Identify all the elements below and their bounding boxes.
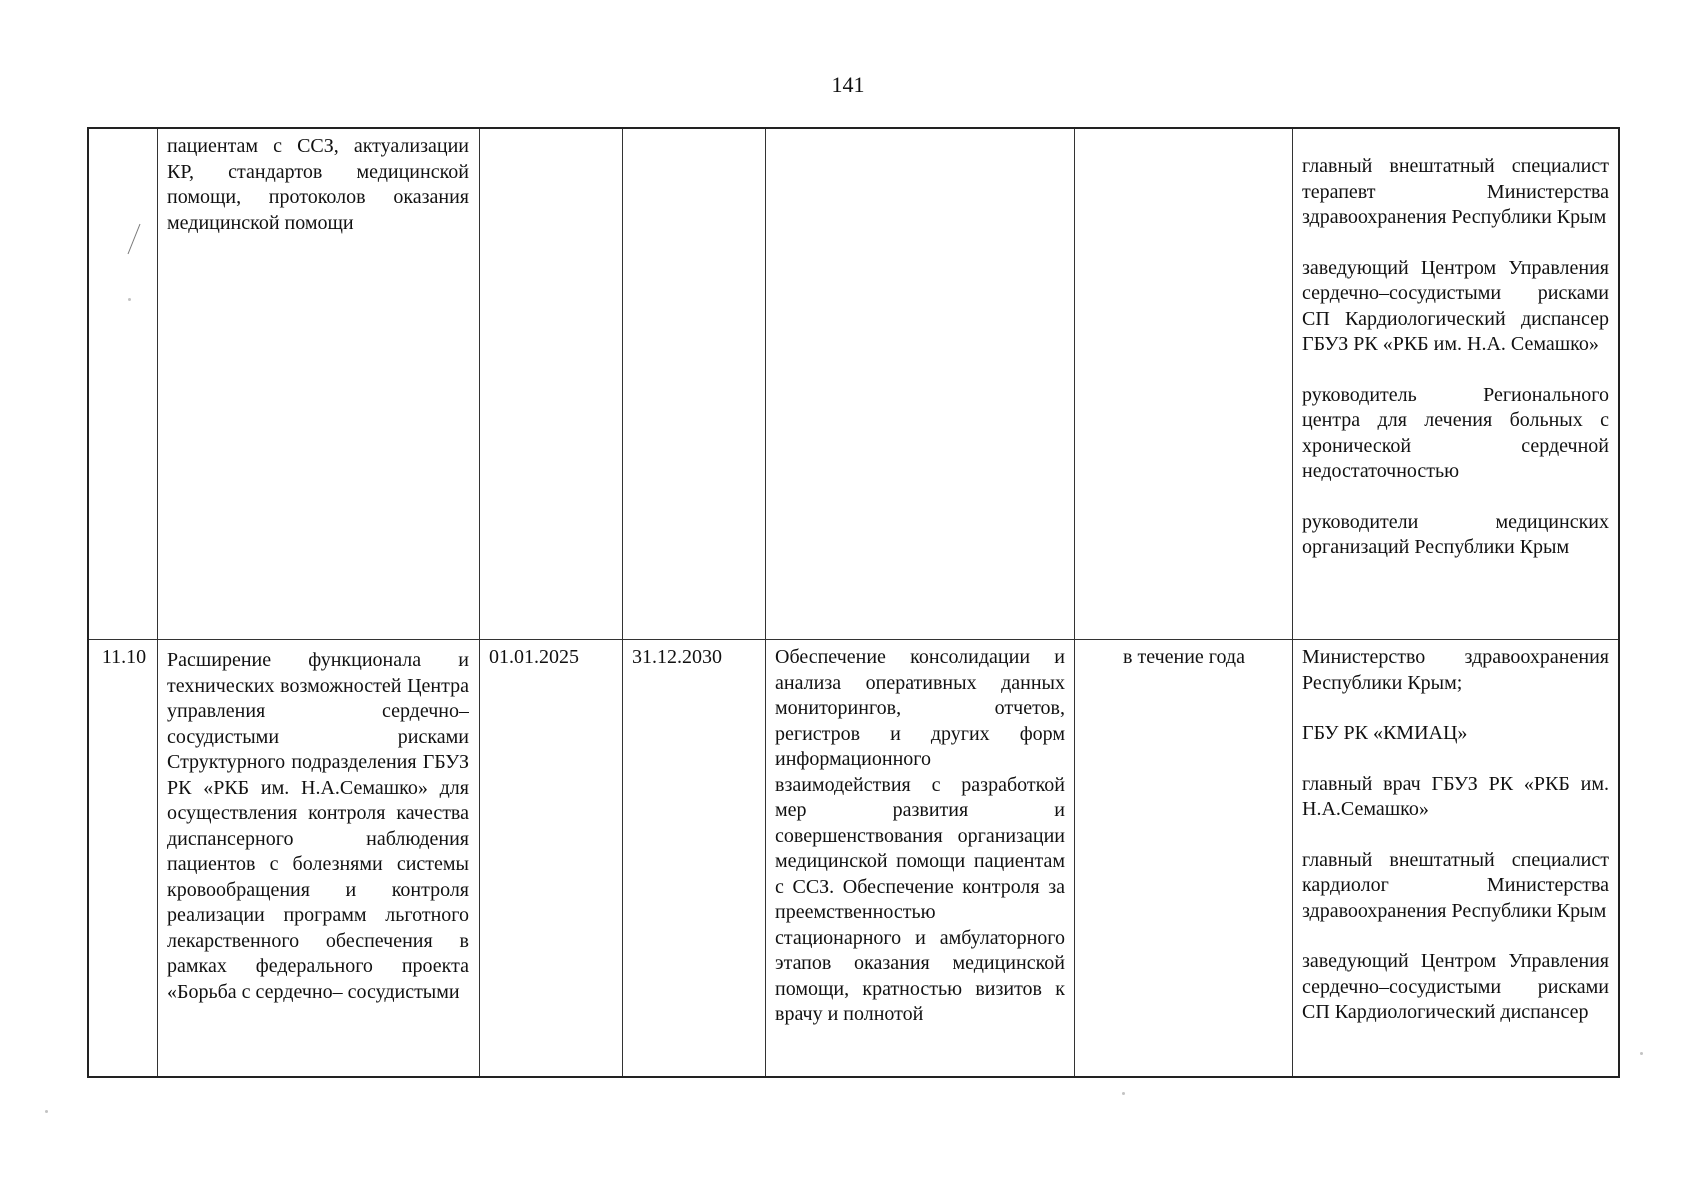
row2-number: 11.10 xyxy=(101,646,147,668)
row2-event: Расширение функционала и технических возможностей Центра управления сердечно–сосудистыми рисками Структурного подразделения ГБУЗ РК «РКБ им. Н.А.Семашко» для осуществления контроля качества диспансерного наблюдения пациентов с болезнями системы кровообращения и контроля реализации программ льготного лекарственного обеспечения в рамках федерального проекта «Борьба с сердечно– сосудистыми xyxy=(167,649,469,1003)
page-number: 141 xyxy=(831,72,865,97)
row-divider xyxy=(89,639,1618,640)
responsible-entry: главный врач ГБУЗ РК «РКБ им. Н.А.Семашко» xyxy=(1302,772,1609,820)
scan-speck xyxy=(1122,1092,1125,1095)
row2-frequency: в течение года xyxy=(1123,646,1245,668)
column-divider xyxy=(765,129,766,1076)
column-divider xyxy=(479,129,480,1076)
responsible-entry: главный внештатный специалист терапевт Министерства здравоохранения Республики Крым xyxy=(1302,155,1609,228)
column-divider xyxy=(622,129,623,1076)
column-divider xyxy=(157,129,158,1076)
column-divider xyxy=(1292,129,1293,1076)
scan-speck xyxy=(128,298,131,301)
responsible-entry: заведующий Центром Управления сердечно–сосудистыми рисками СП Кардиологический диспансер xyxy=(1302,950,1609,1023)
plan-table xyxy=(87,127,1620,1078)
responsible-entry: заведующий Центром Управления сердечно–сосудистыми рисками СП Кардиологический диспансер ГБУЗ РК «РКБ им. Н.А. Семашко» xyxy=(1302,256,1609,355)
scan-speck xyxy=(45,1110,48,1113)
responsible-entry: руководители медицинских организаций Республики Крым xyxy=(1302,510,1609,558)
responsible-entry: Министерство здравоохранения Республики Крым; xyxy=(1302,646,1609,694)
responsible-entry: главный внештатный специалист кардиолог Министерства здравоохранения Республики Крым xyxy=(1302,848,1609,922)
responsible-entry: руководитель Регионального центра для лечения больных с хронической сердечной недостаточностью xyxy=(1302,383,1609,482)
row2-responsible-list xyxy=(1302,645,1609,1076)
row2-start-date: 01.01.2025 xyxy=(489,646,579,668)
row1-event-continuation: пациентам с ССЗ, актуализации КР, стандартов медицинской помощи, протоколов оказания медицинской помощи xyxy=(167,135,469,234)
row2-end-date: 31.12.2030 xyxy=(632,646,722,668)
column-divider xyxy=(1074,129,1075,1076)
responsible-entry: ГБУ РК «КМИАЦ» xyxy=(1302,722,1468,744)
row1-responsible-list xyxy=(1302,154,1609,561)
row2-result: Обеспечение консолидации и анализа оперативных данных мониторингов, отчетов, регистров и других форм информационного взаимодействия с разработкой мер развития и совершенствования организации медицинской помощи пациентам с ССЗ. Обеспечение контроля за преемственностью стационарного и амбулаторного этапов оказания медицинской помощи, кратностью визитов к врачу и полнотой xyxy=(775,646,1065,1025)
pen-mark xyxy=(124,220,144,260)
scan-speck xyxy=(1640,1052,1643,1055)
